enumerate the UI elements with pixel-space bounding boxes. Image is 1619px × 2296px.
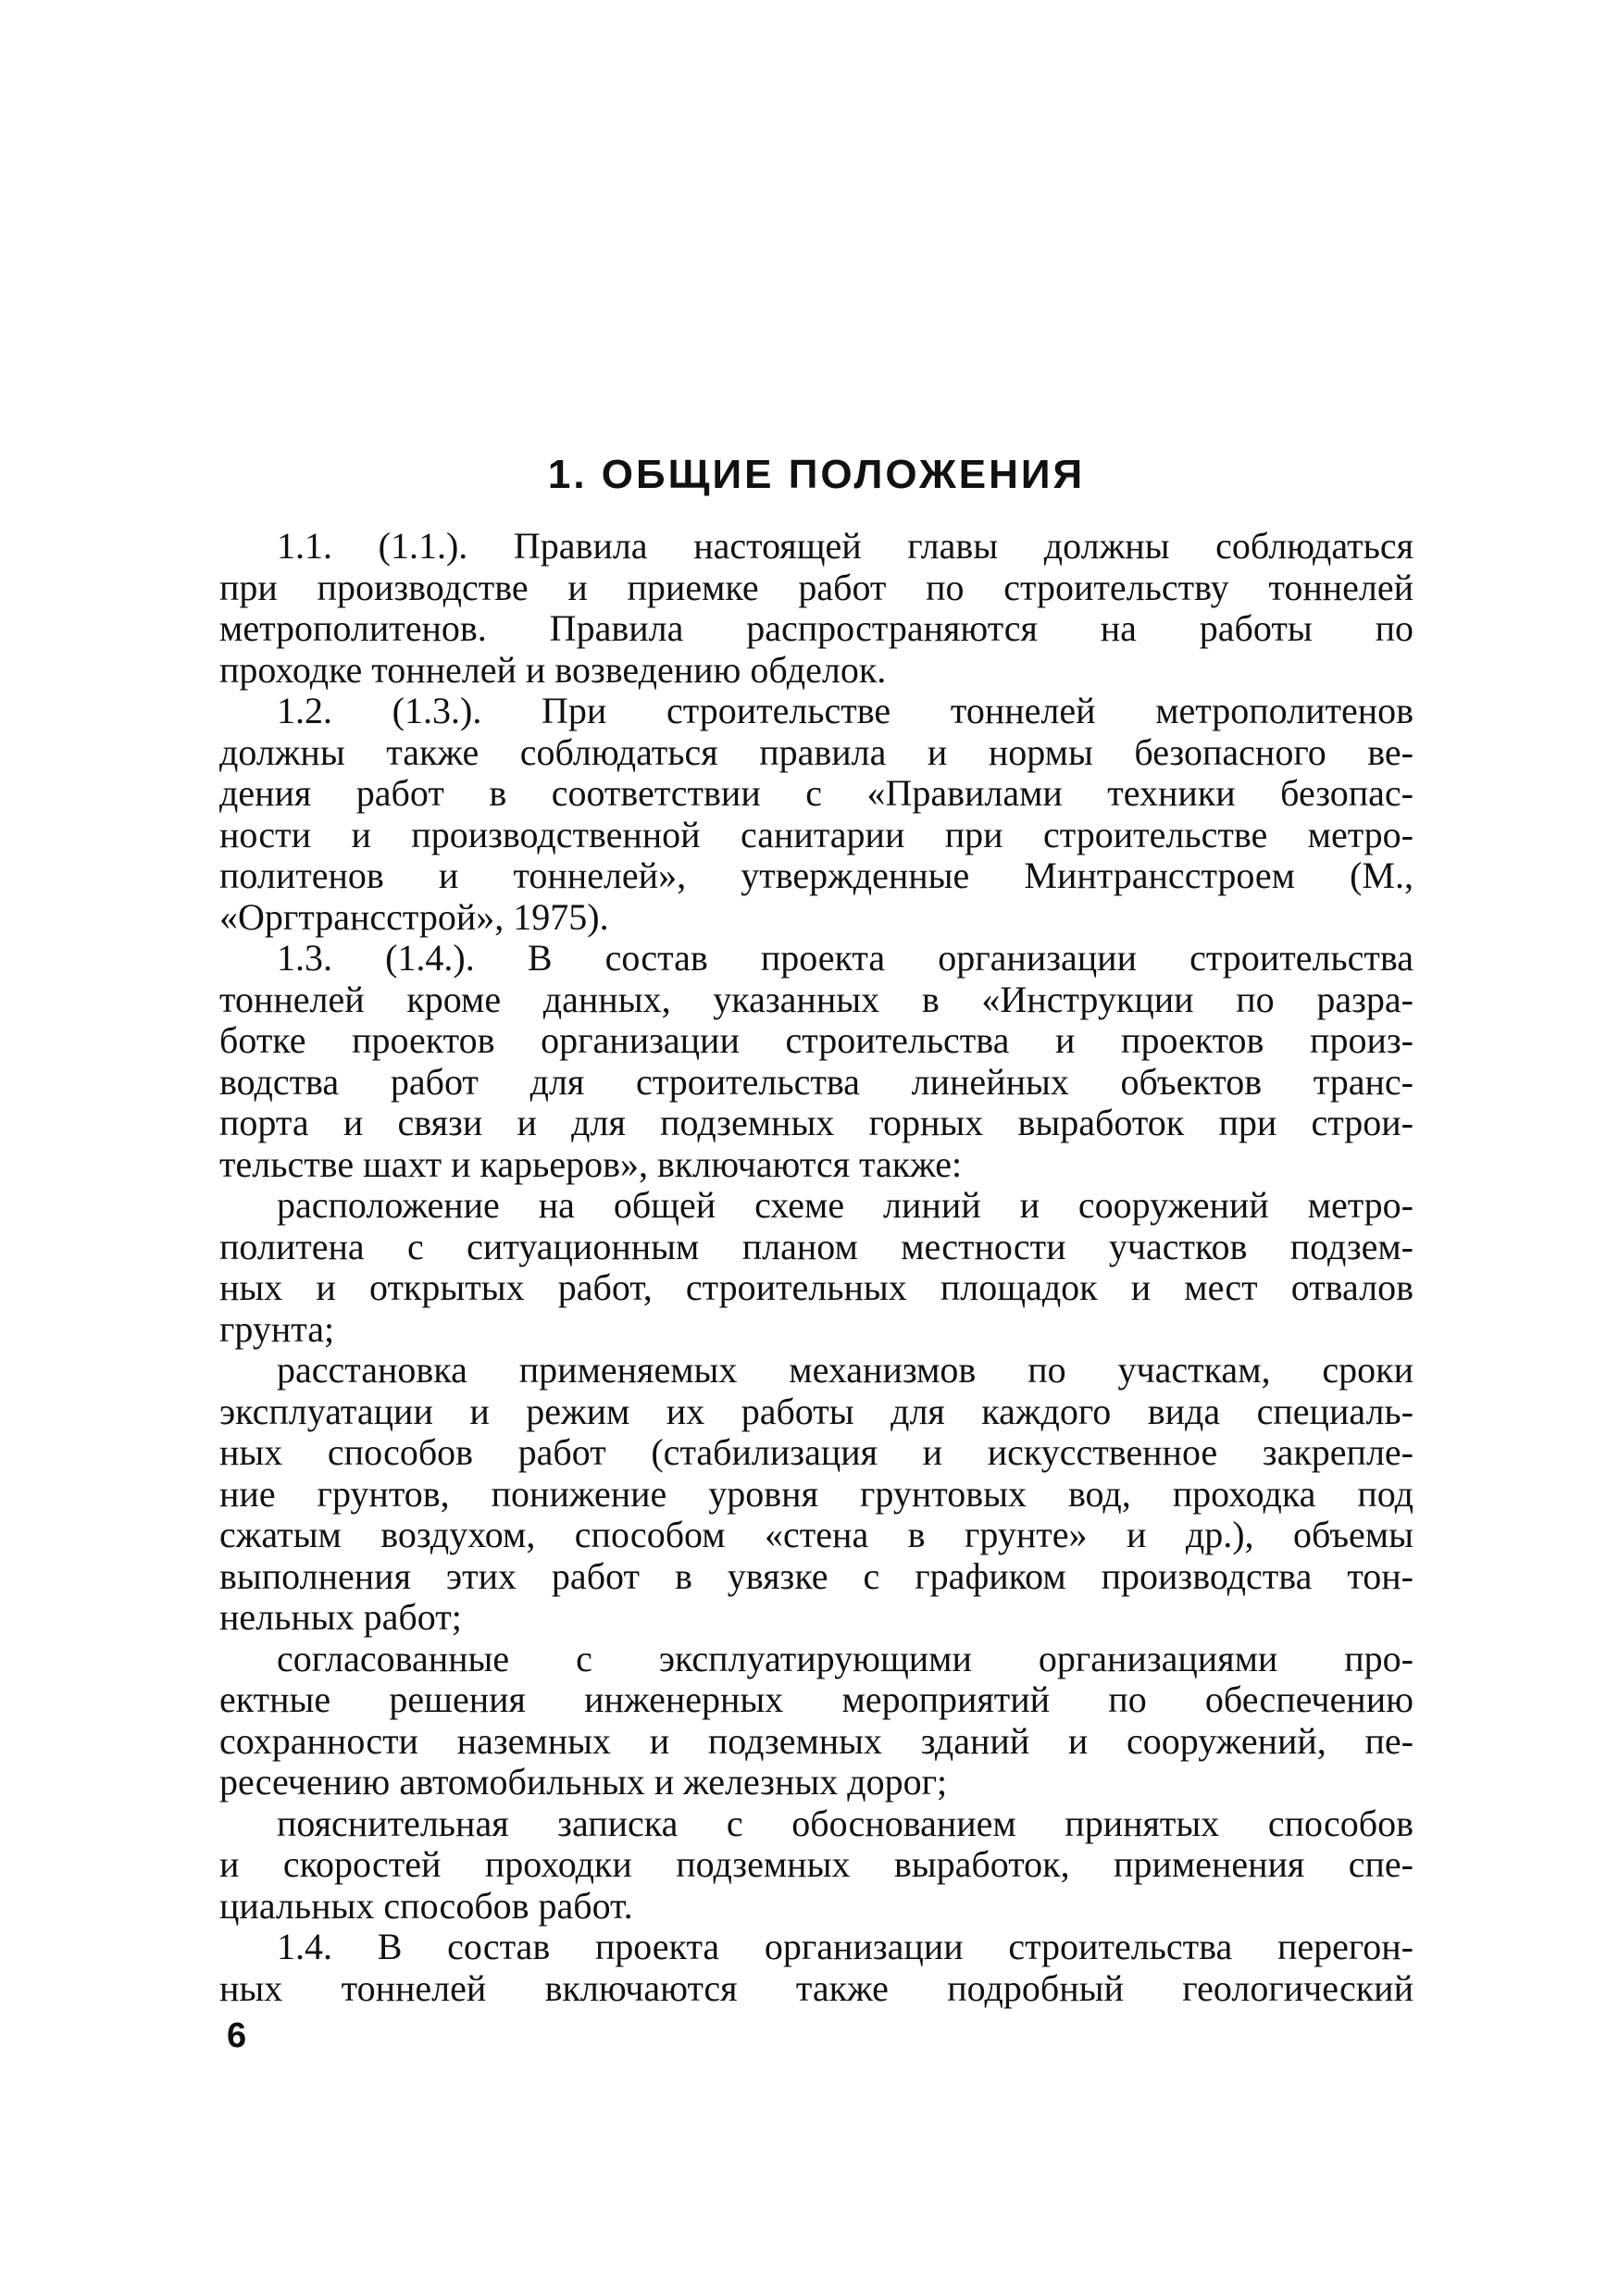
text-line: ресечению автомобильных и железных дорог; xyxy=(219,1761,948,1803)
text-line: при производстве и приемке работ по строительству тоннелей xyxy=(219,566,1414,608)
text-line: согласованные с эксплуатирующими организациями про- xyxy=(277,1637,1414,1679)
text-line: ектные решения инженерных мероприятий по обеспечению xyxy=(219,1678,1414,1720)
text-line: эксплуатации и режим их работы для каждого вида специаль- xyxy=(219,1390,1414,1432)
text-line: ние грунтов, понижение уровня грунтовых вод, проходка под xyxy=(219,1472,1414,1515)
text-line: 1.3. (1.4.). В состав проекта организации строительства xyxy=(277,937,1414,979)
text-line: сохранности наземных и подземных зданий и сооружений, пе- xyxy=(219,1719,1414,1762)
text-line: грунта; xyxy=(219,1307,335,1350)
text-line: порта и связи и для подземных горных выработок при строи- xyxy=(219,1102,1414,1143)
text-line: ных тоннелей включаются также подробный геологический xyxy=(219,1966,1414,2009)
text-line: выполнения этих работ в увязке с графиком производства тон- xyxy=(219,1554,1414,1597)
text-line: дения работ в соответствии с «Правилами техники безопас- xyxy=(219,772,1414,814)
text-line: ных и открытых работ, строительных площадок и мест отвалов xyxy=(219,1267,1414,1308)
text-line: нельных работ; xyxy=(219,1596,462,1638)
text-line: тоннелей кроме данных, указанных в «Инструкции по разра- xyxy=(219,978,1414,1020)
text-line: расстановка применяемых механизмов по участкам, сроки xyxy=(277,1349,1414,1391)
text-line: сжатым воздухом, способом «стена в грунте» и др.), объемы xyxy=(219,1514,1414,1555)
text-line: ботке проектов организации строительства и проектов произ- xyxy=(219,1019,1414,1061)
text-line: «Оргтрансстрой», 1975). xyxy=(219,895,609,938)
text-line: и скоростей проходки подземных выработок, применения спе- xyxy=(219,1843,1414,1885)
body-text xyxy=(219,526,1414,2009)
text-line: ных способов работ (стабилизация и искусственное закрепле- xyxy=(219,1431,1414,1473)
text-line: 1.2. (1.3.). При строительстве тоннелей метрополитенов xyxy=(277,690,1414,731)
text-line: пояснительная записка с обоснованием принятых способов xyxy=(277,1802,1414,1844)
text-line: расположение на общей схеме линий и сооружений метро- xyxy=(277,1184,1414,1226)
text-line: политена с ситуационным планом местности участков подзем- xyxy=(219,1225,1414,1267)
text-line: ности и производственной санитарии при строительстве метро- xyxy=(219,813,1414,855)
text-line: проходке тоннелей и возведению обделок. xyxy=(219,648,887,691)
section-heading: 1. ОБЩИЕ ПОЛОЖЕНИЯ xyxy=(547,452,1086,497)
text-line: циальных способов работ. xyxy=(219,1884,633,1927)
text-line: политенов и тоннелей», утвержденные Минтрансстроем (М., xyxy=(219,855,1414,896)
page-number: 6 xyxy=(227,2016,247,2055)
text-line: водства работ для строительства линейных объектов транс- xyxy=(219,1060,1414,1103)
text-line: должны также соблюдаться правила и нормы безопасного ве- xyxy=(219,730,1414,773)
text-line: тельстве шахт и карьеров», включаются также: xyxy=(219,1142,963,1185)
text-line: 1.4. В состав проекта организации строительства перегон- xyxy=(277,1926,1414,1967)
text-line: 1.1. (1.1.). Правила настоящей главы должны соблюдаться xyxy=(277,525,1414,567)
text-line: метрополитенов. Правила распространяются на работы по xyxy=(219,607,1414,649)
